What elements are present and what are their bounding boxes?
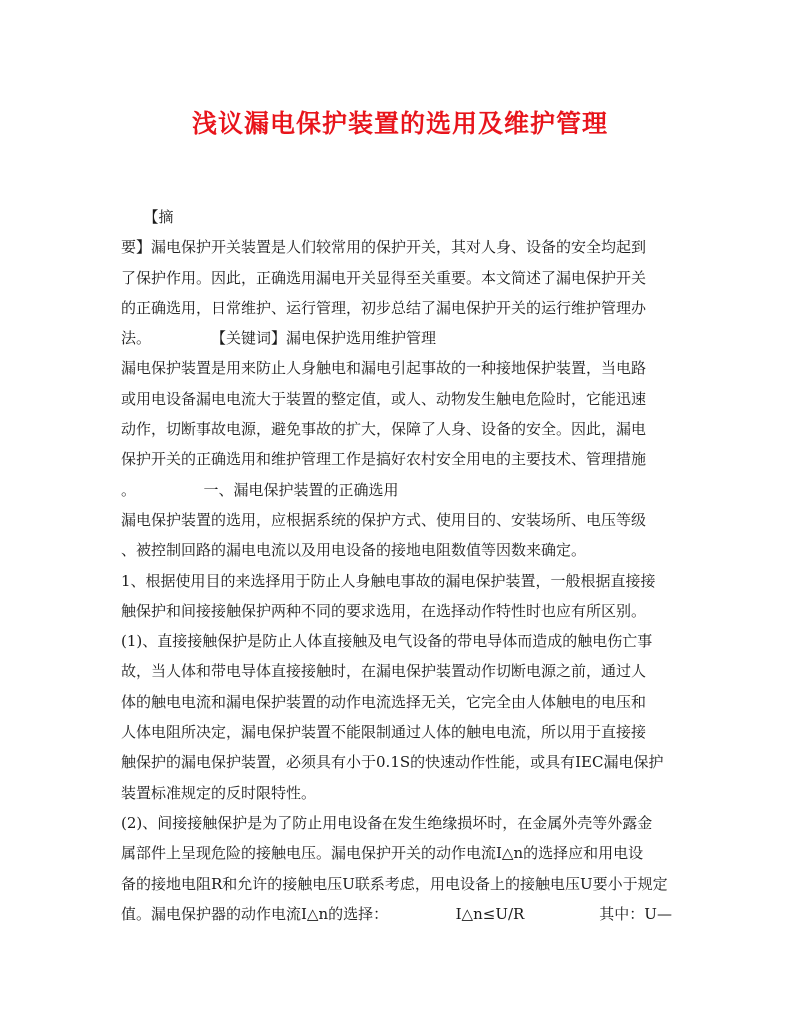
text-line: 的正确选用，日常维护、运行管理，初步总结了漏电保护开关的运行维护管理办 bbox=[121, 298, 647, 317]
text-line: 故，当人体和带电导体直接接触时，在漏电保护装置动作切断电源之前，通过人 bbox=[121, 662, 647, 681]
text-line: 属部件上呈现危险的接触电压。漏电保护开关的动作电流I△n的选择应和用电设 bbox=[121, 844, 644, 863]
text-line: 装置标准规定的反时限特性。 bbox=[121, 783, 317, 802]
text-line: 保护开关的正确选用和维护管理工作是搞好农村安全用电的主要技术、管理措施 bbox=[121, 450, 647, 469]
text-line: 人体电阻所决定，漏电保护装置不能限制通过人体的触电电流，所以用于直接接 bbox=[121, 723, 647, 742]
text-line: 1、根据使用目的来选择用于防止人身触电事故的漏电保护装置，一般根据直接接 bbox=[121, 571, 656, 590]
text-line: 漏电保护装置是用来防止人身触电和漏电引起事故的一种接地保护装置，当电路 bbox=[121, 359, 647, 378]
text-line: 【摘 bbox=[121, 208, 174, 226]
text-line: 触保护的漏电保护装置，必须具有小于0.1S的快速动作性能，或具有IEC漏电保护 bbox=[121, 753, 664, 772]
text-line: 法。 【关键词】漏电保护选用维护管理 bbox=[121, 329, 437, 348]
text-line: (1)、直接接触保护是防止人体直接触及电气设备的带电导体而造成的触电伤亡事 bbox=[121, 632, 653, 651]
text-line: 备的接地电阻R和允许的接触电压U联系考虑，用电设备上的接触电压U要小于规定 bbox=[121, 874, 668, 893]
text-line: 了保护作用。因此，正确选用漏电开关显得至关重要。本文简述了漏电保护开关 bbox=[121, 268, 647, 287]
text-line: 值。漏电保护器的动作电流I△n的选择： I△n≤U/R 其中：U— bbox=[121, 904, 672, 923]
text-line: 漏电保护装置的选用，应根据系统的保护方式、使用目的、安装场所、电压等级 bbox=[121, 510, 647, 529]
document-title: 浅议漏电保护装置的选用及维护管理 bbox=[191, 109, 608, 138]
text-line: 触保护和间接接触保护两种不同的要求选用，在选择动作特性时也应有所区别。 bbox=[121, 601, 647, 620]
text-line: (2)、间接接触保护是为了防止用电设备在发生绝缘损坏时，在金属外壳等外露金 bbox=[121, 813, 653, 832]
text-line: 、被控制回路的漏电电流以及用电设备的接地电阻数值等因数来确定。 bbox=[121, 541, 587, 560]
text-line: 或用电设备漏电电流大于装置的整定值，或人、动物发生触电危险时，它能迅速 bbox=[121, 389, 647, 408]
text-line: 体的触电电流和漏电保护装置的动作电流选择无关，它完全由人体触电的电压和 bbox=[121, 692, 647, 711]
text-line: 要】漏电保护开关装置是人们较常用的保护开关，其对人身、设备的安全均起到 bbox=[121, 238, 647, 257]
text-line: 。 一、漏电保护装置的正确选用 bbox=[121, 480, 399, 499]
document-body bbox=[121, 202, 691, 929]
text-line: 动作，切断事故电源，避免事故的扩大，保障了人身、设备的安全。因此，漏电 bbox=[121, 420, 647, 439]
